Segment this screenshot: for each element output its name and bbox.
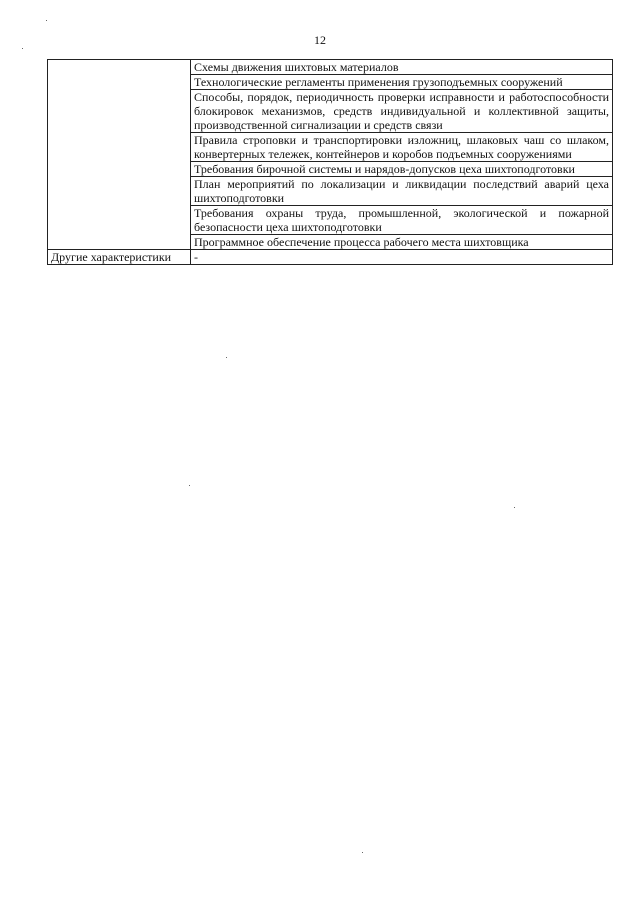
knowledge-item-text: Способы, порядок, периодичность проверки исправности и работоспособности блокировок механизмов, средств индивидуальной и коллективной защиты, производственной сигнализации и средств связи [194,90,609,132]
other-characteristics-value: - [191,250,613,265]
knowledge-item [191,162,613,177]
knowledge-item-text: Требования охраны труда, промышленной, экологической и пожарной безопасности цеха шихтоподготовки [194,206,609,234]
scan-speck [362,852,363,853]
knowledge-item [191,177,613,206]
scan-speck [22,48,23,49]
knowledge-item [191,90,613,133]
knowledge-item-text: Правила строповки и транспортировки изложниц, шлаковых чаш со шлаком, конвертерных тележек, контейнеров и коробов подъемных сооружениями [194,133,609,161]
knowledge-item-text: Программное обеспечение процесса рабочего места шихтовщика [194,235,529,249]
scan-speck [514,507,515,508]
scan-speck [46,20,47,21]
characteristics-table [47,59,613,265]
scan-speck [189,485,190,486]
table-row [48,250,613,265]
table-row [48,60,613,75]
knowledge-item-text: План мероприятий по локализации и ликвидации последствий аварий цеха шихтоподготовки [194,177,609,205]
knowledge-item [191,75,613,90]
empty-label-cell [48,60,191,250]
knowledge-item [191,206,613,235]
knowledge-item-text: Схемы движения шихтовых материалов [194,60,399,74]
other-characteristics-label: Другие характеристики [48,250,191,265]
knowledge-item-text: Технологические регламенты применения грузоподъемных сооружений [194,75,563,89]
knowledge-item-text: Требования бирочной системы и нарядов-допусков цеха шихтоподготовки [194,162,575,176]
knowledge-item [191,60,613,75]
scan-speck [226,357,227,358]
page-number: 12 [314,33,326,47]
knowledge-item [191,133,613,162]
knowledge-item [191,235,613,250]
